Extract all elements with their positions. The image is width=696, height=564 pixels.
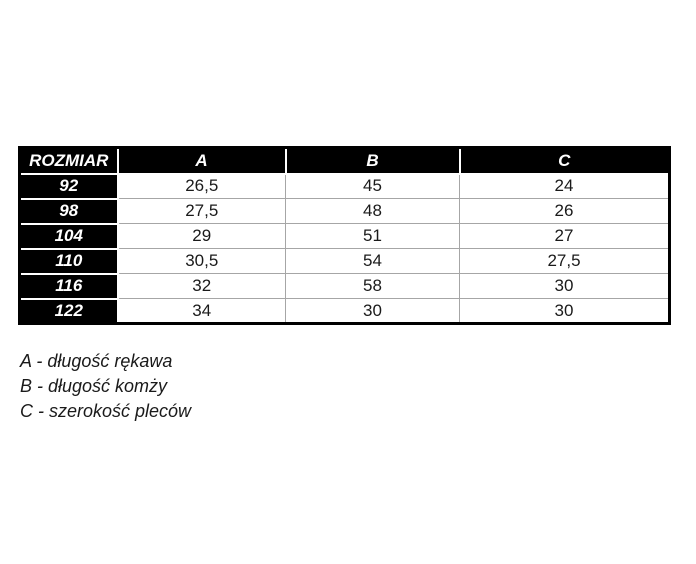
table-row bbox=[20, 174, 670, 199]
column-header-b: B bbox=[286, 148, 460, 174]
size-label: 104 bbox=[20, 224, 118, 249]
measurement-legend bbox=[20, 349, 191, 424]
table-row bbox=[20, 224, 670, 249]
size-label: 122 bbox=[20, 299, 118, 324]
column-header-c: C bbox=[460, 148, 670, 174]
table-row bbox=[20, 199, 670, 224]
legend-line-c: C - szerokość pleców bbox=[20, 401, 192, 421]
size-label: 110 bbox=[20, 249, 118, 274]
table-row bbox=[20, 249, 670, 274]
size-label: 92 bbox=[20, 174, 118, 199]
value-b: 58 bbox=[286, 274, 460, 299]
value-b: 30 bbox=[286, 299, 460, 324]
value-c: 30 bbox=[460, 299, 670, 324]
value-b: 51 bbox=[286, 224, 460, 249]
value-a: 32 bbox=[118, 274, 286, 299]
value-c: 27,5 bbox=[460, 249, 670, 274]
value-a: 29 bbox=[118, 224, 286, 249]
legend-line-a: A - długość rękawa bbox=[20, 351, 173, 371]
value-c: 24 bbox=[460, 174, 670, 199]
table-row bbox=[20, 299, 670, 324]
size-table bbox=[18, 146, 671, 325]
value-c: 26 bbox=[460, 199, 670, 224]
value-c: 30 bbox=[460, 274, 670, 299]
value-a: 34 bbox=[118, 299, 286, 324]
column-header-a: A bbox=[118, 148, 286, 174]
size-label: 98 bbox=[20, 199, 118, 224]
table-header-row bbox=[20, 148, 670, 174]
value-b: 45 bbox=[286, 174, 460, 199]
value-b: 54 bbox=[286, 249, 460, 274]
size-label: 116 bbox=[20, 274, 118, 299]
value-a: 30,5 bbox=[118, 249, 286, 274]
column-header-rozmiar: ROZMIAR bbox=[20, 148, 118, 174]
value-a: 27,5 bbox=[118, 199, 286, 224]
legend-line-b: B - długość komży bbox=[20, 376, 168, 396]
value-c: 27 bbox=[460, 224, 670, 249]
value-b: 48 bbox=[286, 199, 460, 224]
table-row bbox=[20, 274, 670, 299]
value-a: 26,5 bbox=[118, 174, 286, 199]
